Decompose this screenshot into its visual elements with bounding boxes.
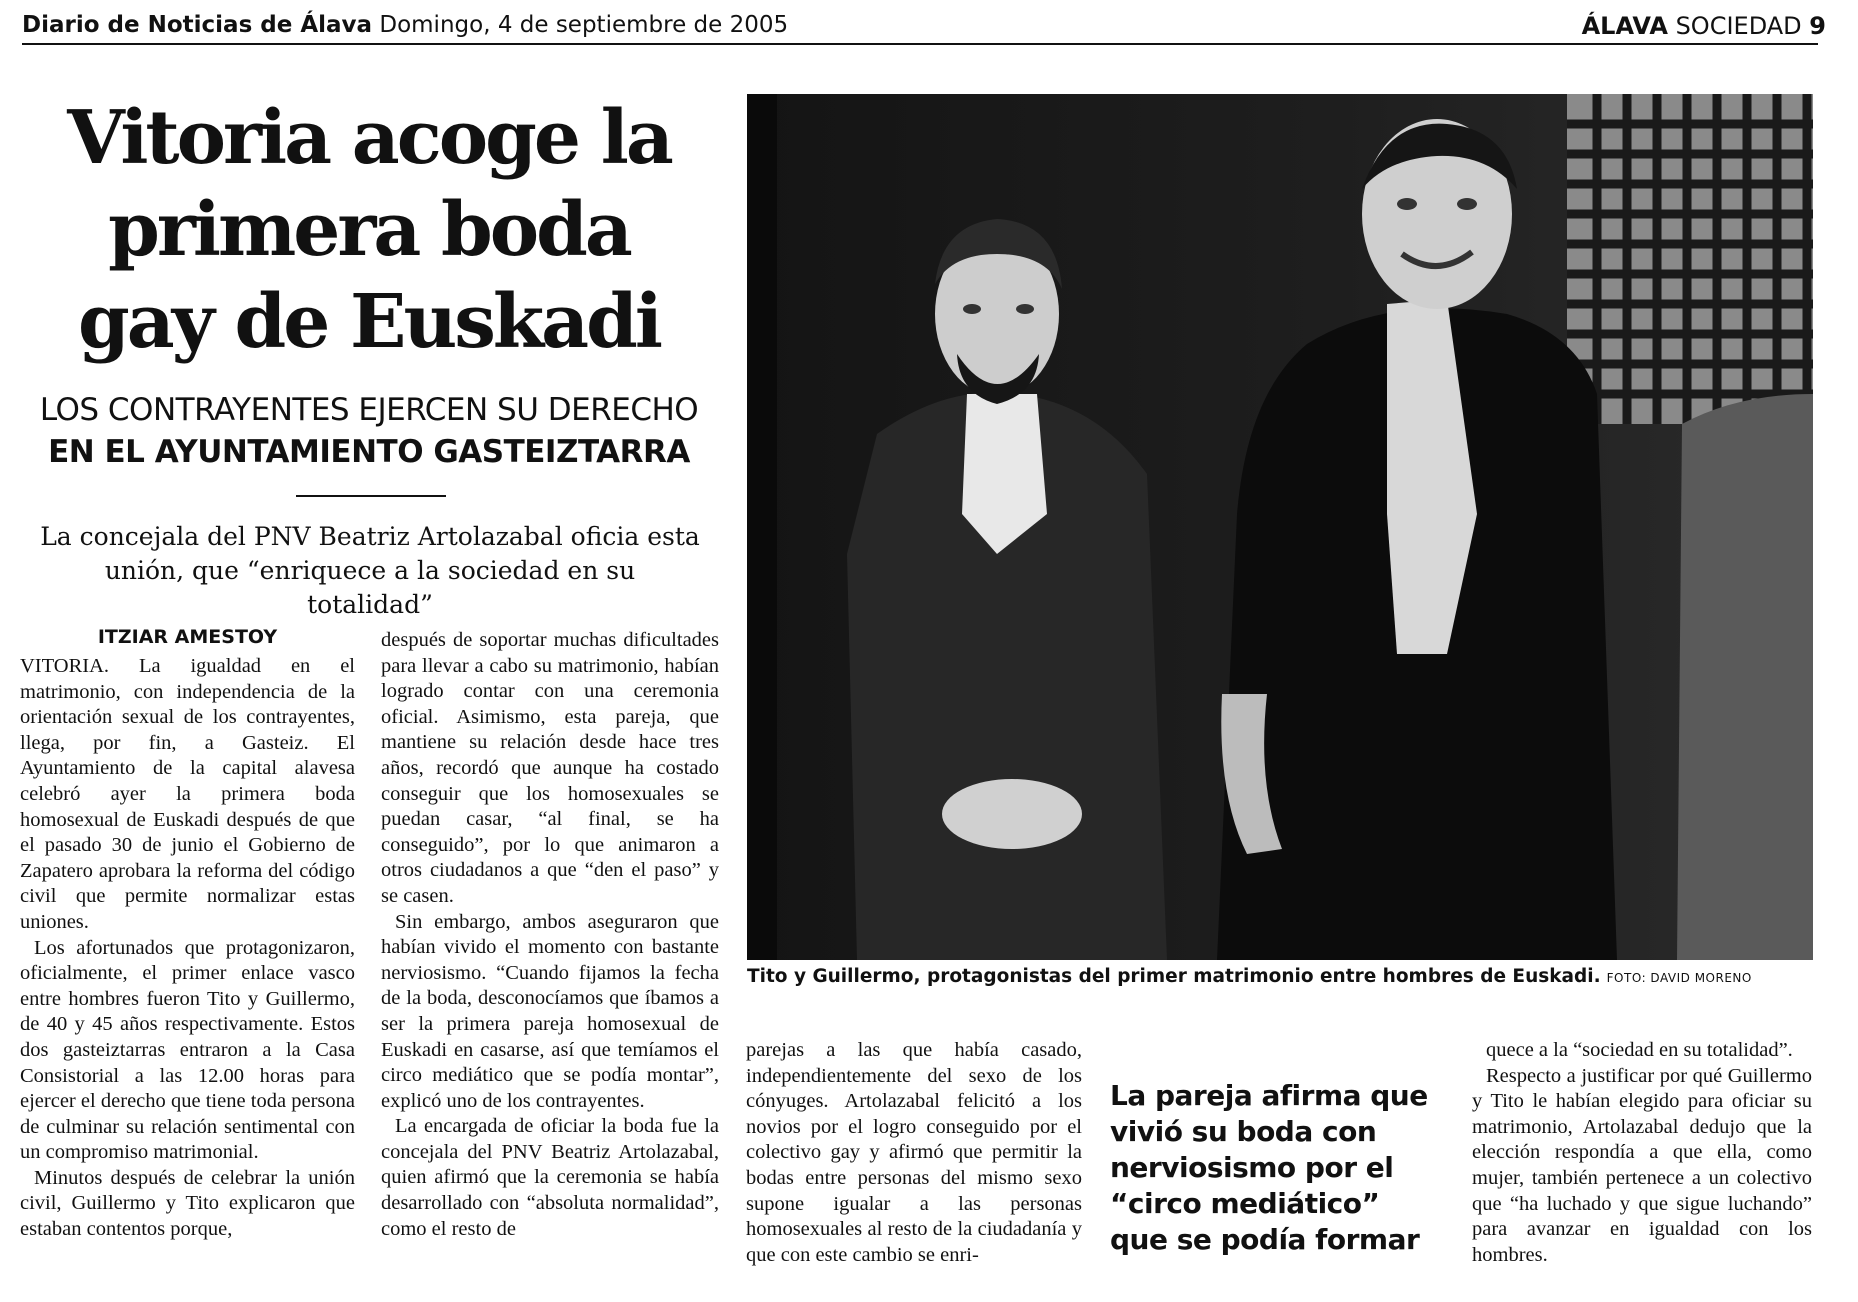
paragraph: Sin embargo, ambos aseguraron que habían vivido el momento con bastante nerviosismo. “Cuando fijamos la fecha de la boda, desconocíamos que íbamos a ser la primera pareja homosexual de Euskadi en casarse, así que temíamos el circo mediático que se podía montar”, explicó uno de los contrayentes. [381, 910, 719, 1112]
page-header-left [22, 12, 788, 38]
headline-line: primera boda [108, 187, 630, 273]
headline-line: gay de Euskadi [78, 279, 660, 365]
section-region: ÁLAVA [1581, 12, 1668, 40]
news-photo [747, 94, 1813, 960]
paragraph: Minutos después de celebrar la unión civil, Guillermo y Tito explicaron que estaban contentos porque, [20, 1166, 355, 1241]
section-name: SOCIEDAD [1675, 12, 1802, 40]
paragraph: después de soportar muchas dificultades para llevar a cabo su matrimonio, habían logrado contar con una ceremonia oficial. Asimismo, esta pareja, que mantiene su relación desde hace tres años, recordó que aunque ha costado conseguir que los homosexuales se puedan casar, “al final, se ha conseguido”, por lo que animaron a otros ciudadanos a que “den el paso” y se casen. [381, 629, 719, 907]
divider [296, 495, 446, 497]
window-grille [1567, 94, 1813, 424]
body-column-5 [1472, 1038, 1812, 1268]
paragraph: Los afortunados que protagonizaron, oficialmente, el primer enlace vasco entre hombres fueron Tito y Guillermo, de 40 y 45 años respectivamente. Estos dos gasteiztarras entraron a la Casa Consistorial a las 12.00 horas para ejercer el derecho que tiene toda persona de culminar su relación sentimental con un compromiso matrimonial. [20, 936, 355, 1164]
headline-line: Vitoria acoge la [67, 95, 671, 181]
headline [24, 92, 714, 368]
deck-summary: La concejala del PNV Beatriz Artolazabal oficia esta unión, que “enriquece a la sociedad en su totalidad” [40, 522, 700, 619]
paragraph: quece a la “sociedad en su totalidad”. [1486, 1039, 1793, 1061]
newspaper-name: Diario de Noticias de Álava [22, 12, 373, 38]
paragraph: Respecto a justificar por qué Guillermo y Tito le habían elegido para oficiar su matrimonio, Artolazabal dedujo que la elección respondía a que ella, como mujer, también pertenece a un colectivo que “ha luchado y que sigue luchando” para avanzar en igualdad con los hombres. [1472, 1064, 1812, 1266]
page-header-right [1582, 12, 1826, 40]
photo-caption [747, 966, 1813, 987]
background-person [1677, 394, 1813, 960]
pull-quote: La pareja afirma que vivió su boda con nerviosismo por el “circo mediático” que se podía formar [1110, 1079, 1428, 1256]
body-column-2 [381, 628, 719, 1242]
body-column-1 [20, 654, 355, 1243]
subheadline-line-1: LOS CONTRAYENTES EJERCEN SU DERECHO [39, 392, 699, 428]
body-column-3 [746, 1038, 1082, 1268]
subheadline-line-2: EN EL AYUNTAMIENTO GASTEIZTARRA [48, 434, 690, 470]
dateline: VITORIA. [20, 655, 110, 677]
paragraph: parejas a las que había casado, independientemente del sexo de los cónyuges. Artolazabal felicitó a los novios por el logro conseguido por el colectivo gay y afirmó que permitir la bodas entre personas del mismo sexo supone igualar a las personas homosexuales al resto de la ciudadanía y que con este cambio se enri- [746, 1039, 1082, 1266]
paragraph: La encargada de oficiar la boda fue la concejala del PNV Beatriz Artolazabal, quien afirmó que la ceremonia se había desarrollado con “absoluta normalidad”, como el resto de [381, 1115, 719, 1240]
paragraph: VITORIA. La igualdad en el matrimonio, con independencia de la orientación sexual de los contrayentes, llega, por fin, a Gasteiz. El Ayuntamiento de la capital alavesa celebró ayer la primera boda homosexual de Euskadi después de que el pasado 30 de junio el Gobierno de Zapatero aprobara la reforma del código civil que permite normalizar estas uniones. [20, 655, 355, 933]
photo-edge-shadow [747, 94, 777, 960]
page-number: 9 [1809, 12, 1826, 40]
photo-credit: FOTO: DAVID MORENO [1606, 971, 1752, 985]
byline: ITZIAR AMESTOY [97, 626, 278, 648]
header-rule [22, 43, 1818, 45]
caption-text: Tito y Guillermo, protagonistas del primer matrimonio entre hombres de Euskadi. [747, 966, 1601, 987]
issue-date: Domingo, 4 de septiembre de 2005 [379, 12, 789, 38]
